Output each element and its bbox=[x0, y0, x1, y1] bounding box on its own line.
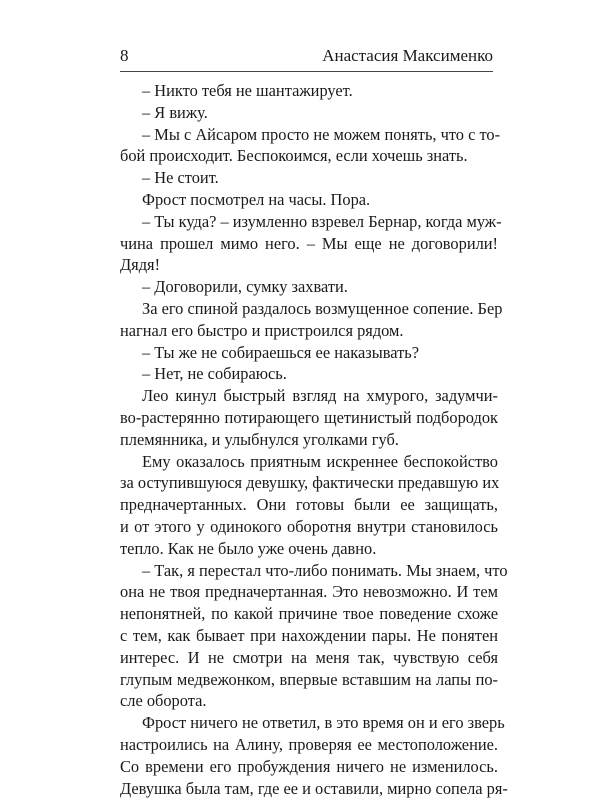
text-line: – Мы с Айсаром просто не можем понять, что с то- bbox=[120, 124, 498, 146]
text-line: Ему оказалось приятным искреннее беспокойство bbox=[120, 451, 498, 473]
text-line: За его спиной раздалось возмущенное сопение. Бер bbox=[120, 298, 498, 320]
body-text bbox=[120, 80, 498, 799]
text-line: – Нет, не собираюсь. bbox=[120, 363, 498, 385]
text-line: тепло. Как не было уже очень давно. bbox=[120, 538, 498, 560]
header-rule bbox=[120, 71, 493, 72]
text-line: Девушка была там, где ее и оставили, мирно сопела ря- bbox=[120, 778, 498, 799]
text-line: – Никто тебя не шантажирует. bbox=[120, 80, 498, 102]
text-line: – Так, я перестал что-либо понимать. Мы знаем, что bbox=[120, 560, 498, 582]
text-line: – Ты куда? – изумленно взревел Бернар, когда муж- bbox=[120, 211, 498, 233]
text-line: – Не стоит. bbox=[120, 167, 498, 189]
text-line: глупым медвежонком, впервые вставшим на лапы по- bbox=[120, 669, 498, 691]
text-line: непонятней, по какой причине твое поведение схоже bbox=[120, 603, 498, 625]
text-line: сле оборота. bbox=[120, 690, 498, 712]
text-line: – Ты же не собираешься ее наказывать? bbox=[120, 342, 498, 364]
text-line: Дядя! bbox=[120, 254, 498, 276]
text-line: интерес. И не смотри на меня так, чувствую себя bbox=[120, 647, 498, 669]
text-line: предначертанных. Они готовы были ее защищать, bbox=[120, 494, 498, 516]
text-line: и от этого у одинокого оборотня внутри становилось bbox=[120, 516, 498, 538]
text-line: – Я вижу. bbox=[120, 102, 498, 124]
text-line: – Договорили, сумку захвати. bbox=[120, 276, 498, 298]
text-line: Лео кинул быстрый взгляд на хмурого, задумчи- bbox=[120, 385, 498, 407]
text-line: с тем, как бывает при нахождении пары. Не понятен bbox=[120, 625, 498, 647]
running-header bbox=[120, 46, 493, 70]
text-line: племянника, и улыбнулся уголками губ. bbox=[120, 429, 498, 451]
text-line: во-растерянно потирающего щетинистый подбородок bbox=[120, 407, 498, 429]
text-line: нагнал его быстро и пристроился рядом. bbox=[120, 320, 498, 342]
text-line: бой происходит. Беспокоимся, если хочешь знать. bbox=[120, 145, 498, 167]
text-line: за оступившуюся девушку, фактически предавшую их bbox=[120, 472, 498, 494]
page-number: 8 bbox=[120, 46, 129, 66]
running-title: Анастасия Максименко bbox=[322, 46, 493, 66]
text-line: чина прошел мимо него. – Мы еще не договорили! bbox=[120, 233, 498, 255]
text-line: Фрост посмотрел на часы. Пора. bbox=[120, 189, 498, 211]
text-line: Со времени его пробуждения ничего не изменилось. bbox=[120, 756, 498, 778]
text-line: настроились на Алину, проверяя ее местоположение. bbox=[120, 734, 498, 756]
text-line: Фрост ничего не ответил, в это время он и его зверь bbox=[120, 712, 498, 734]
text-line: она не твоя предначертанная. Это невозможно. И тем bbox=[120, 581, 498, 603]
